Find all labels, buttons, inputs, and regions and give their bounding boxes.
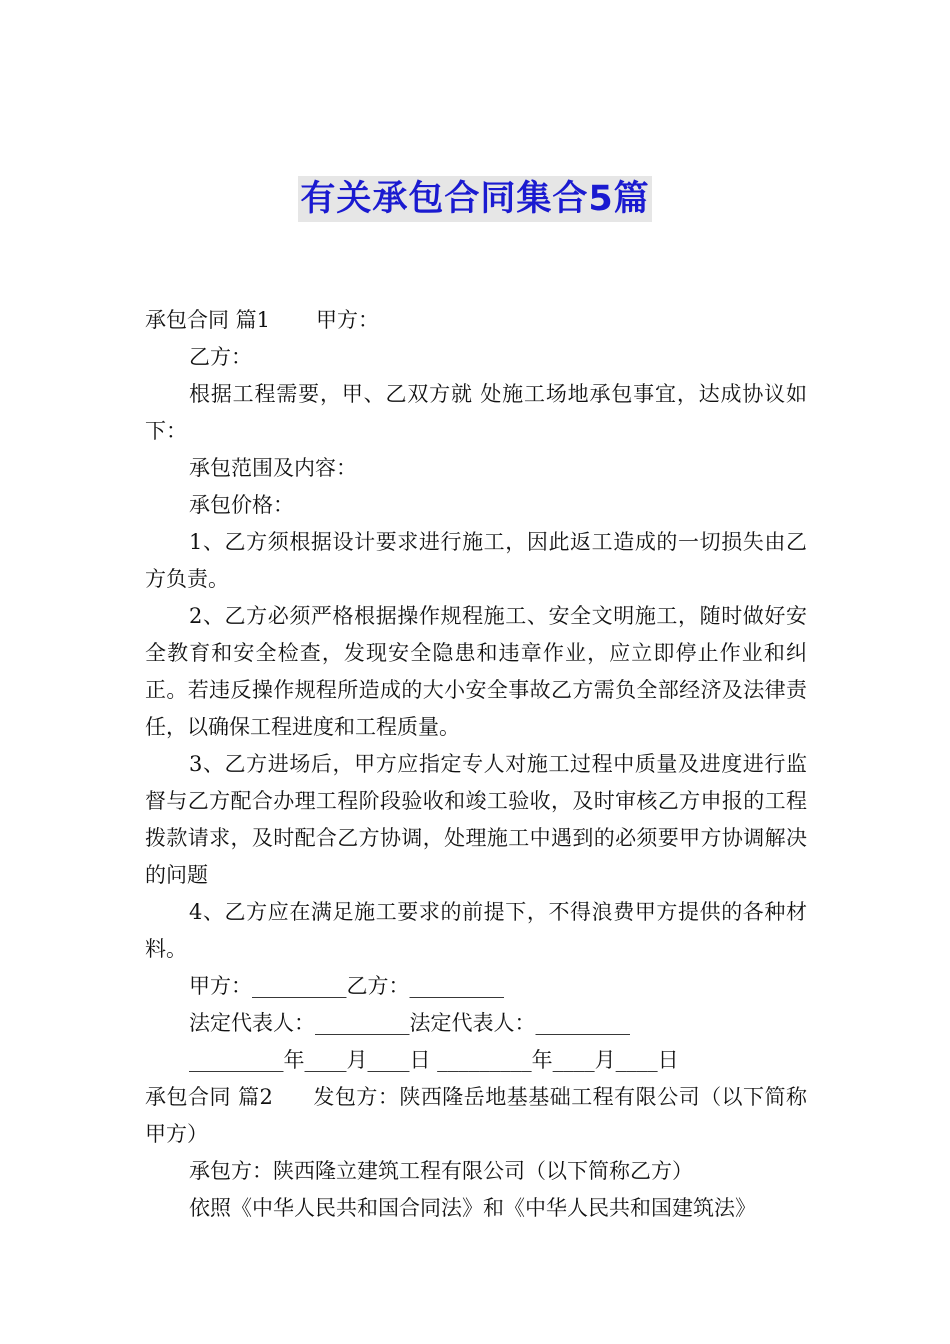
section2-heading-line: [145, 1079, 807, 1153]
signature-parties: 甲方：_________乙方：_________: [189, 974, 504, 998]
signature-representatives: 法定代表人：_________法定代表人：_________: [189, 1011, 630, 1035]
document-title: 有关承包合同集合5篇: [298, 176, 651, 222]
party-a-label: 甲方：: [316, 308, 380, 332]
clause-4: 4、乙方应在满足施工要求的前提下，不得浪费甲方提供的各种材料。: [145, 900, 807, 961]
section1-heading: 承包合同 篇1: [145, 308, 271, 332]
employer-paragraph: 发包方：陕西隆岳地基基础工程有限公司（以下简称甲方）: [145, 1085, 808, 1146]
section2-heading: 承包合同 篇2: [145, 1085, 273, 1109]
party-b-label: 乙方：: [189, 345, 252, 369]
section1-heading-line: [145, 302, 807, 339]
document-body: [145, 302, 807, 1227]
contractor-paragraph: 承包方：陕西隆立建筑工程有限公司（以下简称乙方）: [189, 1159, 693, 1183]
clause-2: 2、乙方必须严格根据操作规程施工、安全文明施工，随时做好安全教育和安全检查，发现安全隐患和违章作业，应立即停止作业和纠正。若违反操作规程所造成的大小安全事故乙方需负全部经济及法律责任，以确保工程进度和工程质量。: [145, 604, 807, 739]
intro-paragraph: 根据工程需要，甲、乙双方就 处施工场地承包事宜，达成协议如下：: [145, 382, 807, 443]
title-container: [0, 176, 950, 222]
signature-dates: _________年____月____日 _________年____月____日: [189, 1048, 679, 1072]
clause-1: 1、乙方须根据设计要求进行施工，因此返工造成的一切损失由乙方负责。: [145, 530, 807, 591]
price-paragraph: 承包价格：: [189, 493, 294, 517]
legal-basis-paragraph: 依照《中华人民共和国合同法》和《中华人民共和国建筑法》: [189, 1196, 756, 1220]
scope-paragraph: 承包范围及内容：: [189, 456, 357, 480]
clause-3: 3、乙方进场后，甲方应指定专人对施工过程中质量及进度进行监督与乙方配合办理工程阶段验收和竣工验收，及时审核乙方申报的工程拨款请求，及时配合乙方协调，处理施工中遇到的必须要甲方协调解决的问题: [145, 752, 807, 887]
